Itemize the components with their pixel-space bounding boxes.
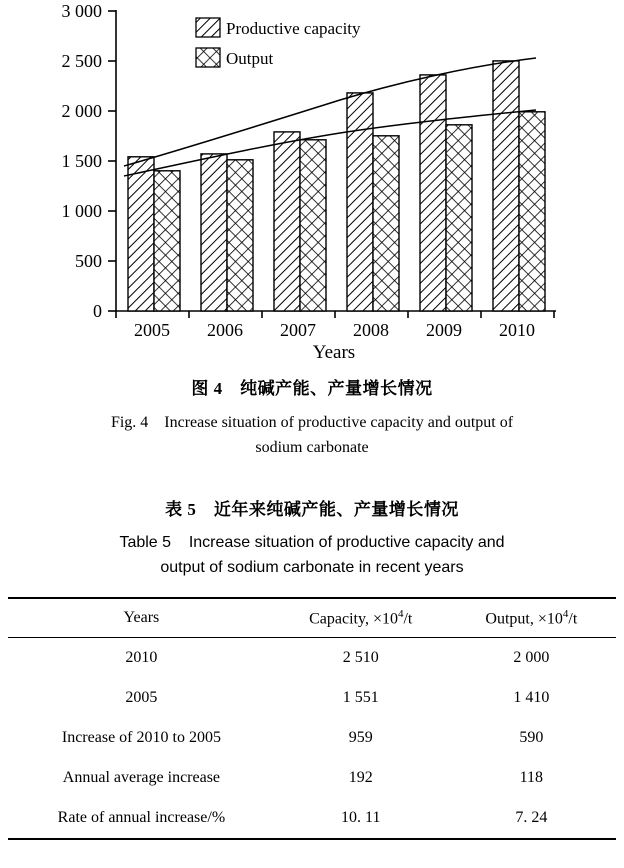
col-header-years: Years — [123, 608, 160, 626]
row-label: Annual average increase — [62, 769, 221, 787]
row-capacity: 959 — [348, 729, 373, 747]
x-axis-tick-labels — [134, 320, 535, 340]
table-row — [8, 718, 616, 758]
x-tick-2005: 2005 — [134, 320, 170, 340]
figure-caption-en-line1: Increase situation of productive capacity and output of — [164, 414, 514, 431]
bar-capacity-2008 — [347, 93, 373, 311]
x-tick-2006: 2006 — [207, 320, 243, 340]
y-tick-0: 0 — [93, 301, 102, 321]
row-label: 2005 — [125, 689, 158, 707]
y-tick-2000: 2 000 — [61, 101, 102, 121]
figure-caption-en-line2: sodium carbonate — [255, 438, 369, 456]
figure-caption-en-lead: Fig. 4 — [110, 414, 149, 431]
row-output: 2 000 — [513, 649, 550, 667]
y-tick-2500: 2 500 — [61, 51, 102, 71]
figure-caption-en — [40, 411, 584, 461]
table-row — [8, 678, 616, 718]
x-tick-2007: 2007 — [280, 320, 316, 340]
trend-line-capacity — [124, 58, 536, 166]
table-header-row — [8, 598, 616, 638]
y-tick-500: 500 — [75, 251, 102, 271]
row-output: 1 410 — [513, 689, 550, 707]
table-row — [8, 638, 616, 679]
y-tick-1000: 1 000 — [61, 201, 102, 221]
bar-output-2010 — [519, 112, 545, 311]
x-tick-2008: 2008 — [353, 320, 389, 340]
col-header-capacity-unit: /t — [403, 610, 413, 628]
y-axis-tick-labels — [62, 1, 103, 321]
col-header-output-exp: 4 — [562, 607, 569, 620]
col-header-capacity-exp: 4 — [397, 607, 404, 620]
trend-lines — [124, 58, 536, 176]
x-tick-2010: 2010 — [499, 320, 535, 340]
table-caption-en-lead: Table 5 — [119, 533, 172, 551]
table-caption-en — [40, 530, 584, 581]
data-table — [8, 597, 616, 840]
rule-cell — [275, 839, 447, 840]
row-capacity: 2 510 — [342, 649, 379, 667]
x-axis-title: Years — [312, 342, 356, 360]
bar-chart — [0, 0, 624, 360]
row-capacity: 1 551 — [342, 689, 379, 707]
col-header-output-text: Output, ×10 — [485, 610, 563, 628]
table-body — [8, 638, 616, 841]
table-bottom-rule — [8, 839, 616, 840]
table-caption-cn: 表 5 近年来纯碱产能、产量增长情况 — [165, 499, 459, 519]
row-output: 7. 24 — [515, 809, 548, 827]
bar-output-2007 — [300, 140, 326, 311]
rule-cell — [447, 839, 616, 840]
bar-output-2006 — [227, 160, 253, 311]
legend-label-output: Output — [226, 49, 274, 68]
rule-cell — [8, 839, 275, 840]
y-tick-1500: 1 500 — [61, 151, 102, 171]
table-caption-en-line2: output of sodium carbonate in recent years — [160, 559, 464, 577]
x-tick-2009: 2009 — [426, 320, 462, 340]
col-header-capacity — [275, 598, 447, 638]
y-tick-3000: 3 000 — [61, 1, 102, 21]
bar-capacity-2010 — [493, 61, 519, 311]
row-capacity: 10. 11 — [341, 809, 381, 827]
figure-caption — [0, 374, 624, 461]
bar-capacity-2005 — [128, 157, 154, 311]
table-caption-en-line1: Increase situation of productive capacity and — [188, 533, 505, 551]
row-output: 118 — [519, 769, 544, 787]
row-output: 590 — [519, 729, 544, 747]
row-label: Rate of annual increase/% — [57, 809, 226, 827]
legend-swatch-output — [196, 48, 220, 67]
row-label: Increase of 2010 to 2005 — [61, 729, 221, 747]
bar-capacity-2006 — [201, 154, 227, 311]
bar-capacity-2009 — [420, 75, 446, 311]
bar-output-2005 — [154, 171, 180, 311]
data-table-container — [8, 597, 616, 840]
row-capacity: 192 — [348, 769, 373, 787]
legend-swatch-capacity — [196, 18, 220, 37]
chart-legend — [196, 18, 361, 68]
table-head — [8, 598, 616, 638]
col-header-capacity-text: Capacity, ×10 — [309, 610, 398, 628]
bar-output-2008 — [373, 136, 399, 311]
table-row — [8, 798, 616, 839]
bar-capacity-2007 — [274, 132, 300, 311]
trend-line-output — [124, 110, 536, 176]
col-header-output-unit: /t — [568, 610, 578, 628]
col-header-output — [447, 598, 616, 638]
row-label: 2010 — [125, 649, 158, 667]
figure-block — [0, 0, 624, 360]
figure-caption-cn: 图 4 纯碱产能、产量增长情况 — [191, 379, 433, 398]
bar-output-2009 — [446, 125, 472, 311]
legend-label-capacity: Productive capacity — [226, 19, 361, 38]
table-caption — [0, 495, 624, 581]
table-row — [8, 758, 616, 798]
